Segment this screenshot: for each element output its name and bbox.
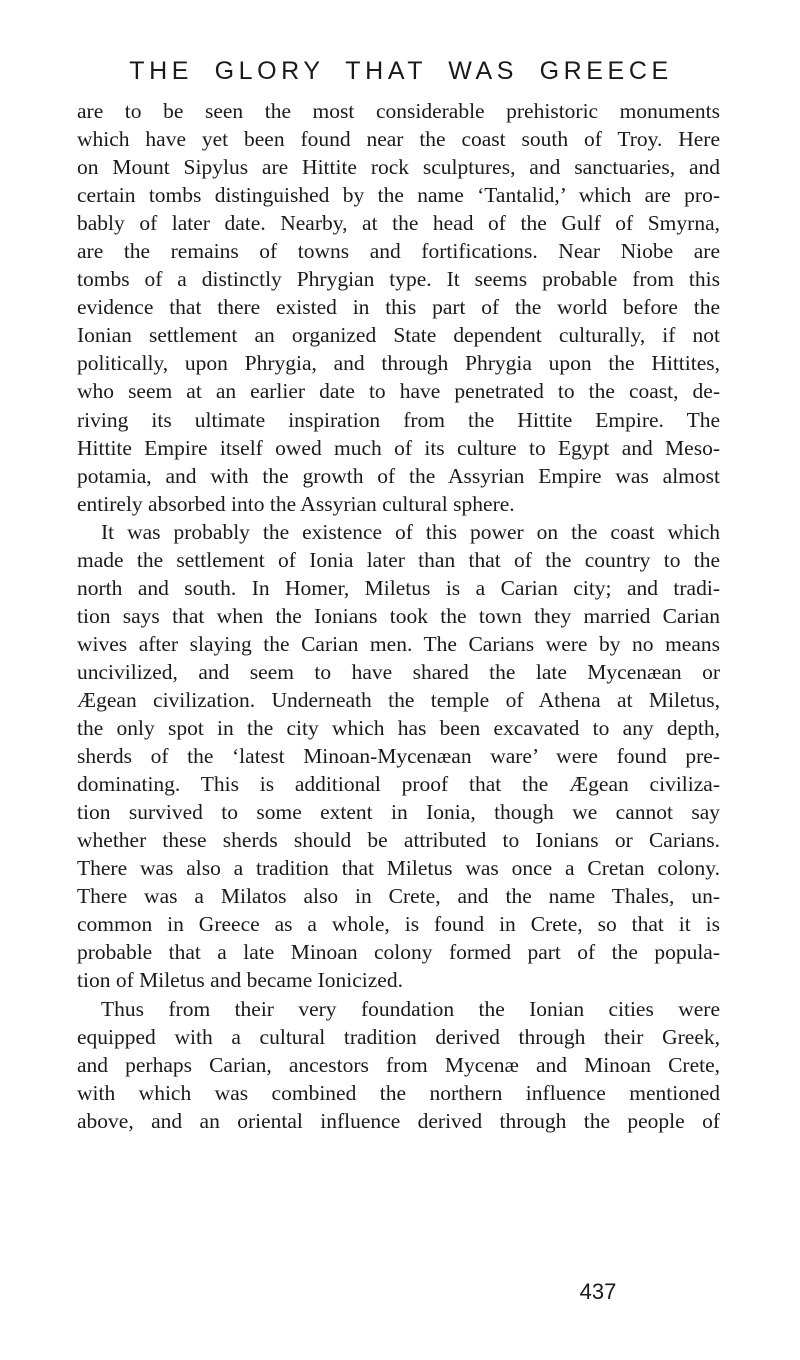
text-line: potamia, and with the growth of the Assyrian Empire was almost: [77, 463, 720, 488]
text-line: tion says that when the Ionians took the town they married Carian: [77, 603, 720, 628]
running-head: THE GLORY THAT WAS GREECE: [129, 57, 673, 85]
text-line: are the remains of towns and fortifications. Near Niobe are: [77, 239, 720, 264]
text-line: It was probably the existence of this power on the coast which: [101, 519, 720, 544]
text-line: above, and an oriental influence derived through the people of: [77, 1108, 720, 1133]
text-line: common in Greece as a whole, is found in Crete, so that it is: [77, 912, 720, 937]
paragraph: [77, 97, 720, 518]
text-line: bably of later date. Nearby, at the head of the Gulf of Smyrna,: [77, 211, 720, 236]
text-line: with which was combined the northern influence mentioned: [77, 1080, 720, 1105]
text-line: probable that a late Minoan colony formed part of the popula-: [77, 940, 720, 965]
text-line: Hittite Empire itself owed much of its culture to Egypt and Meso-: [77, 435, 720, 460]
text-line: uncivilized, and seem to have shared the late Mycenæan or: [77, 659, 720, 684]
text-line: There was a Milatos also in Crete, and the name Thales, un-: [77, 884, 720, 909]
text-line: the only spot in the city which has been excavated to any depth,: [77, 716, 720, 741]
text-line: made the settlement of Ionia later than that of the country to the: [77, 547, 720, 572]
text-line: tion survived to some extent in Ionia, though we cannot say: [77, 800, 720, 825]
text-line: whether these sherds should be attributed to Ionians or Carians.: [77, 828, 720, 853]
text-line: sherds of the ‘latest Minoan-Mycenæan ware’ were found pre-: [77, 744, 720, 769]
text-line: evidence that there existed in this part of the world before the: [77, 295, 720, 320]
text-line: north and south. In Homer, Miletus is a Carian city; and tradi-: [77, 575, 720, 600]
text-line: tombs of a distinctly Phrygian type. It seems probable from this: [77, 267, 720, 292]
text-line: dominating. This is additional proof that the Ægean civiliza-: [77, 772, 720, 797]
text-line: entirely absorbed into the Assyrian cultural sphere.: [77, 491, 515, 516]
body-text: [77, 97, 720, 1135]
text-line: which have yet been found near the coast south of Troy. Here: [77, 127, 720, 152]
text-line: Ægean civilization. Underneath the temple of Athena at Miletus,: [77, 687, 720, 712]
text-line: who seem at an earlier date to have penetrated to the coast, de-: [77, 379, 720, 404]
text-line: equipped with a cultural tradition derived through their Greek,: [77, 1024, 720, 1049]
text-line: Thus from their very foundation the Ionian cities were: [101, 996, 720, 1021]
text-line: There was also a tradition that Miletus was once a Cretan colony.: [77, 856, 720, 881]
paragraph: [77, 995, 720, 1135]
text-line: wives after slaying the Carian men. The Carians were by no means: [77, 631, 720, 656]
text-line: are to be seen the most considerable prehistoric monuments: [77, 99, 720, 123]
text-line: riving its ultimate inspiration from the Hittite Empire. The: [77, 407, 720, 432]
text-line: Ionian settlement an organized State dependent culturally, if not: [77, 323, 720, 348]
text-line: tion of Miletus and became Ionicized.: [77, 968, 403, 993]
text-line: politically, upon Phrygia, and through Phrygia upon the Hittites,: [77, 351, 720, 376]
text-line: and perhaps Carian, ancestors from Mycenæ and Minoan Crete,: [77, 1052, 720, 1077]
text-line: on Mount Sipylus are Hittite rock sculptures, and sanctuaries, and: [77, 155, 720, 180]
page-number: 437: [579, 1279, 617, 1304]
text-line: certain tombs distinguished by the name ‘Tantalid,’ which are pro-: [77, 183, 720, 208]
paragraph: [77, 518, 720, 995]
